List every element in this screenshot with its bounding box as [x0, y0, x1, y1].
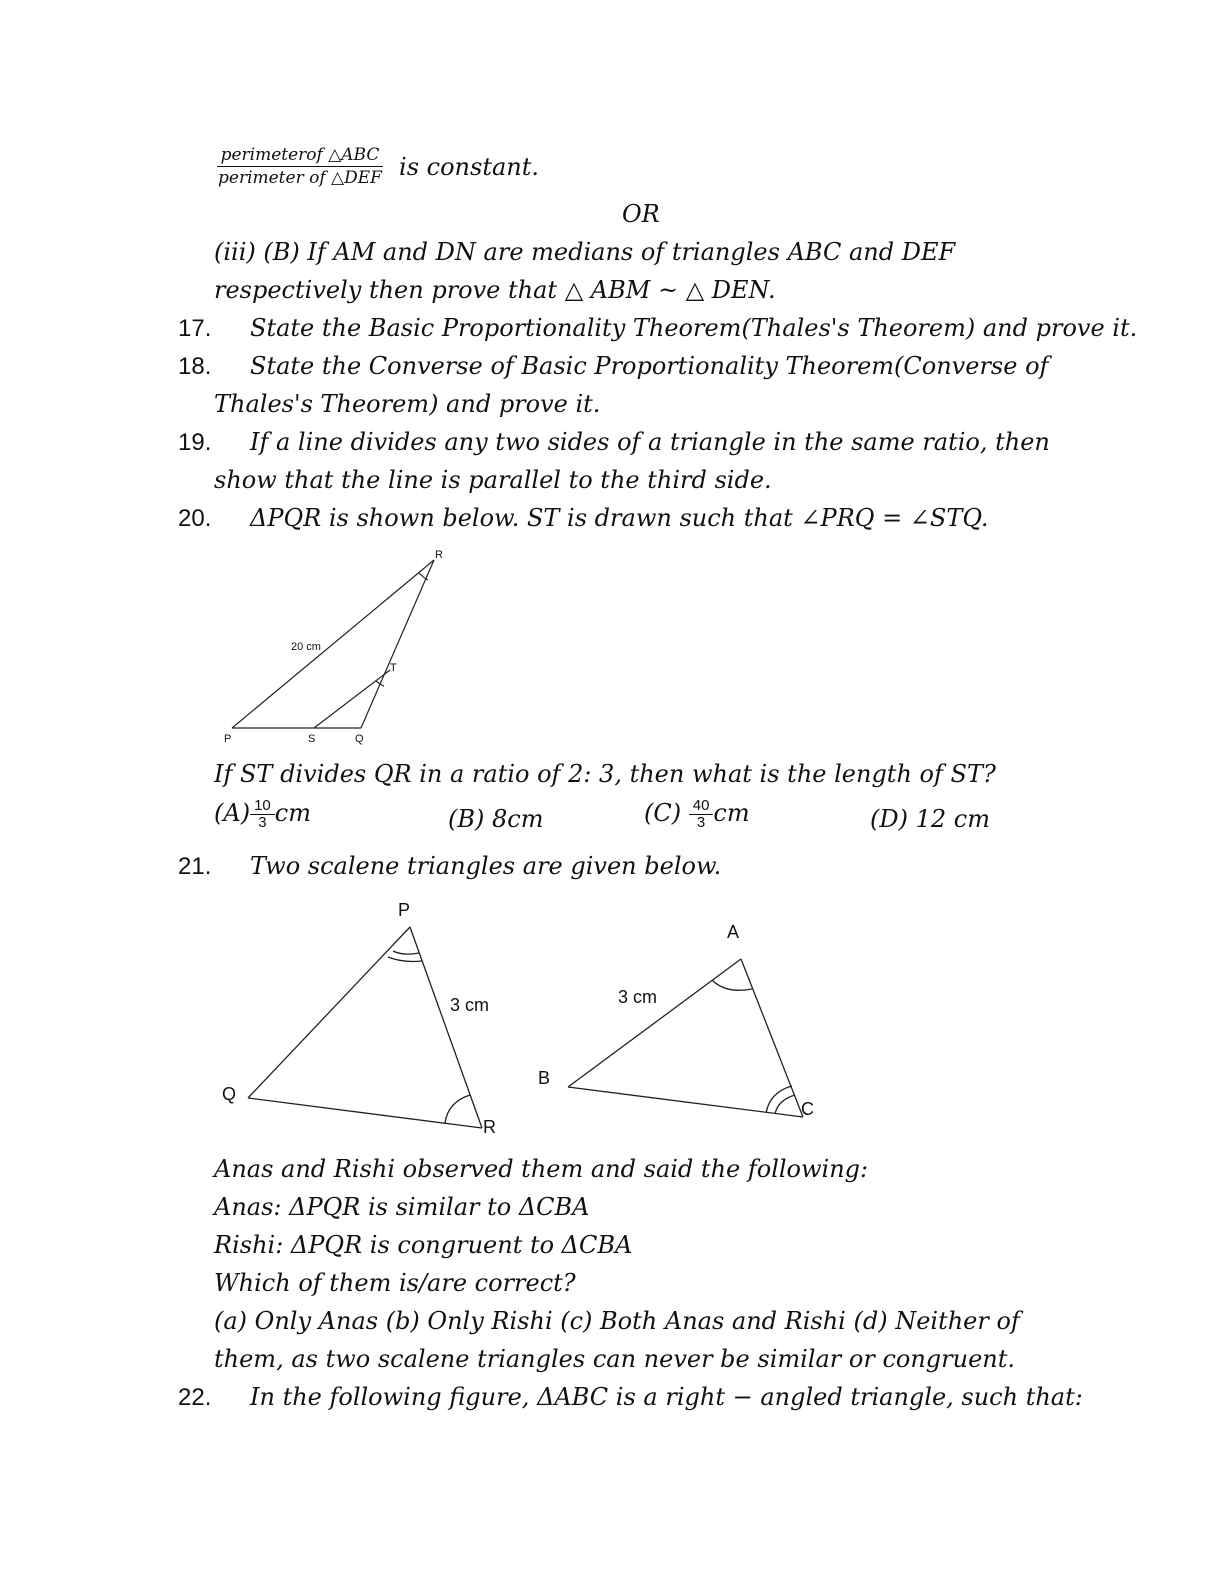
- perimeter-fraction: [214, 144, 386, 189]
- side-qr: [248, 1098, 482, 1128]
- question-number-21: 21.: [178, 853, 212, 880]
- option-c-fraction: [689, 798, 714, 831]
- vertex-label-a: A: [727, 922, 740, 942]
- option-c-unit: cm: [713, 799, 750, 827]
- question-21-options: (a) Only Anas (b) Only Rishi (c) Both Anas and Rishi (d) Neither of: [214, 1307, 1020, 1335]
- triangle-pqr-figure: [210, 540, 460, 750]
- question-19-line-2: show that the line is parallel to the third side.: [214, 466, 772, 494]
- fraction-denominator: perimeter of △DEF: [218, 168, 382, 188]
- option-a-unit: cm: [274, 799, 311, 827]
- question-22-text: In the following figure, ΔABC is a right − angled triangle, such that:: [250, 1383, 1083, 1411]
- option-b-prefix: (B): [448, 805, 485, 833]
- side-ac: [741, 959, 803, 1117]
- vertex-label-r: R: [435, 549, 443, 561]
- option-b[interactable]: [448, 805, 543, 833]
- angle-mark-c-inner: [775, 1095, 795, 1114]
- question-number-17: 17.: [178, 315, 212, 342]
- constant-text: is constant.: [399, 152, 540, 181]
- side-pq: [248, 927, 410, 1098]
- question-21-line-3: Rishi: ΔPQR is congruent to ΔCBA: [214, 1231, 633, 1259]
- part-b-line-1: (iii) (B) If AM and DN are medians of triangles ABC and DEF: [214, 238, 956, 266]
- or-separator: OR: [622, 200, 660, 228]
- side-length-label: 20 cm: [291, 641, 321, 653]
- option-a-denominator: 3: [258, 814, 267, 831]
- vertex-label-r: R: [483, 1117, 496, 1137]
- option-c-denominator: 3: [696, 814, 706, 831]
- question-21-options-cont: them, as two scalene triangles can never be similar or congruent.: [214, 1345, 1016, 1373]
- vertex-label-q: Q: [355, 733, 364, 745]
- option-c-prefix: (C): [644, 799, 682, 827]
- side-length-label: 3 cm: [450, 995, 490, 1015]
- question-21-line-2: Anas: ΔPQR is similar to ΔCBA: [214, 1193, 590, 1221]
- segment-st: [314, 670, 390, 728]
- vertex-label-c: C: [801, 1099, 814, 1119]
- triangle-abc-scalene: [530, 910, 830, 1130]
- option-a[interactable]: [214, 798, 311, 831]
- vertex-label-s: S: [308, 733, 316, 745]
- angle-mark-a: [712, 980, 752, 990]
- question-20-text: ΔPQR is shown below. ST is drawn such that ∠PRQ = ∠STQ.: [250, 504, 989, 532]
- option-d[interactable]: [870, 805, 990, 833]
- side-ab: [568, 959, 741, 1087]
- angle-mark-p-inner: [393, 951, 419, 954]
- vertex-label-t: T: [390, 662, 397, 674]
- question-21-line-4: Which of them is/are correct?: [214, 1269, 576, 1297]
- question-number-18: 18.: [178, 353, 212, 380]
- part-b-line-2: respectively then prove that △ ABM ~ △ DEN.: [214, 276, 776, 304]
- option-a-fraction: [250, 798, 275, 831]
- question-21-line-1: Anas and Rishi observed them and said the following:: [214, 1155, 869, 1183]
- question-20-prompt: If ST divides QR in a ratio of 2: 3, then what is the length of ST?: [214, 760, 996, 788]
- triangle-pqr-scalene: [210, 890, 510, 1140]
- angle-mark-r: [445, 1095, 470, 1123]
- side-pr: [232, 560, 434, 728]
- option-d-text: 12 cm: [915, 805, 990, 833]
- side-qr: [361, 560, 434, 728]
- angle-mark-c-outer: [766, 1086, 792, 1113]
- question-21-text: Two scalene triangles are given below.: [250, 852, 722, 880]
- question-number-20: 20.: [178, 505, 212, 532]
- question-number-22: 22.: [178, 1384, 212, 1411]
- question-18-line-2: Thales's Theorem) and prove it.: [214, 390, 601, 418]
- option-c[interactable]: [644, 798, 750, 831]
- question-17-text: State the Basic Proportionality Theorem(Thales's Theorem) and prove it.: [250, 314, 1138, 342]
- side-bc: [568, 1087, 803, 1117]
- vertex-label-p: P: [224, 733, 232, 745]
- question-number-19: 19.: [178, 429, 212, 456]
- vertex-label-q: Q: [222, 1084, 237, 1104]
- option-d-prefix: (D): [870, 805, 908, 833]
- side-pr: [410, 927, 482, 1128]
- vertex-label-p: P: [398, 900, 411, 920]
- side-length-label: 3 cm: [618, 987, 658, 1007]
- angle-mark-p-outer: [388, 957, 422, 962]
- option-b-text: 8cm: [492, 805, 544, 833]
- vertex-label-b: B: [538, 1068, 551, 1088]
- fraction-numerator: perimeterof △ABC: [217, 144, 384, 167]
- perimeter-ratio: [214, 144, 539, 189]
- option-a-prefix: (A): [214, 799, 251, 827]
- option-c-numerator: 40: [689, 798, 714, 815]
- question-18-line-1: State the Converse of Basic Proportionality Theorem(Converse of: [250, 352, 1049, 380]
- option-a-numerator: 10: [250, 798, 275, 815]
- question-19-line-1: If a line divides any two sides of a triangle in the same ratio, then: [250, 428, 1050, 456]
